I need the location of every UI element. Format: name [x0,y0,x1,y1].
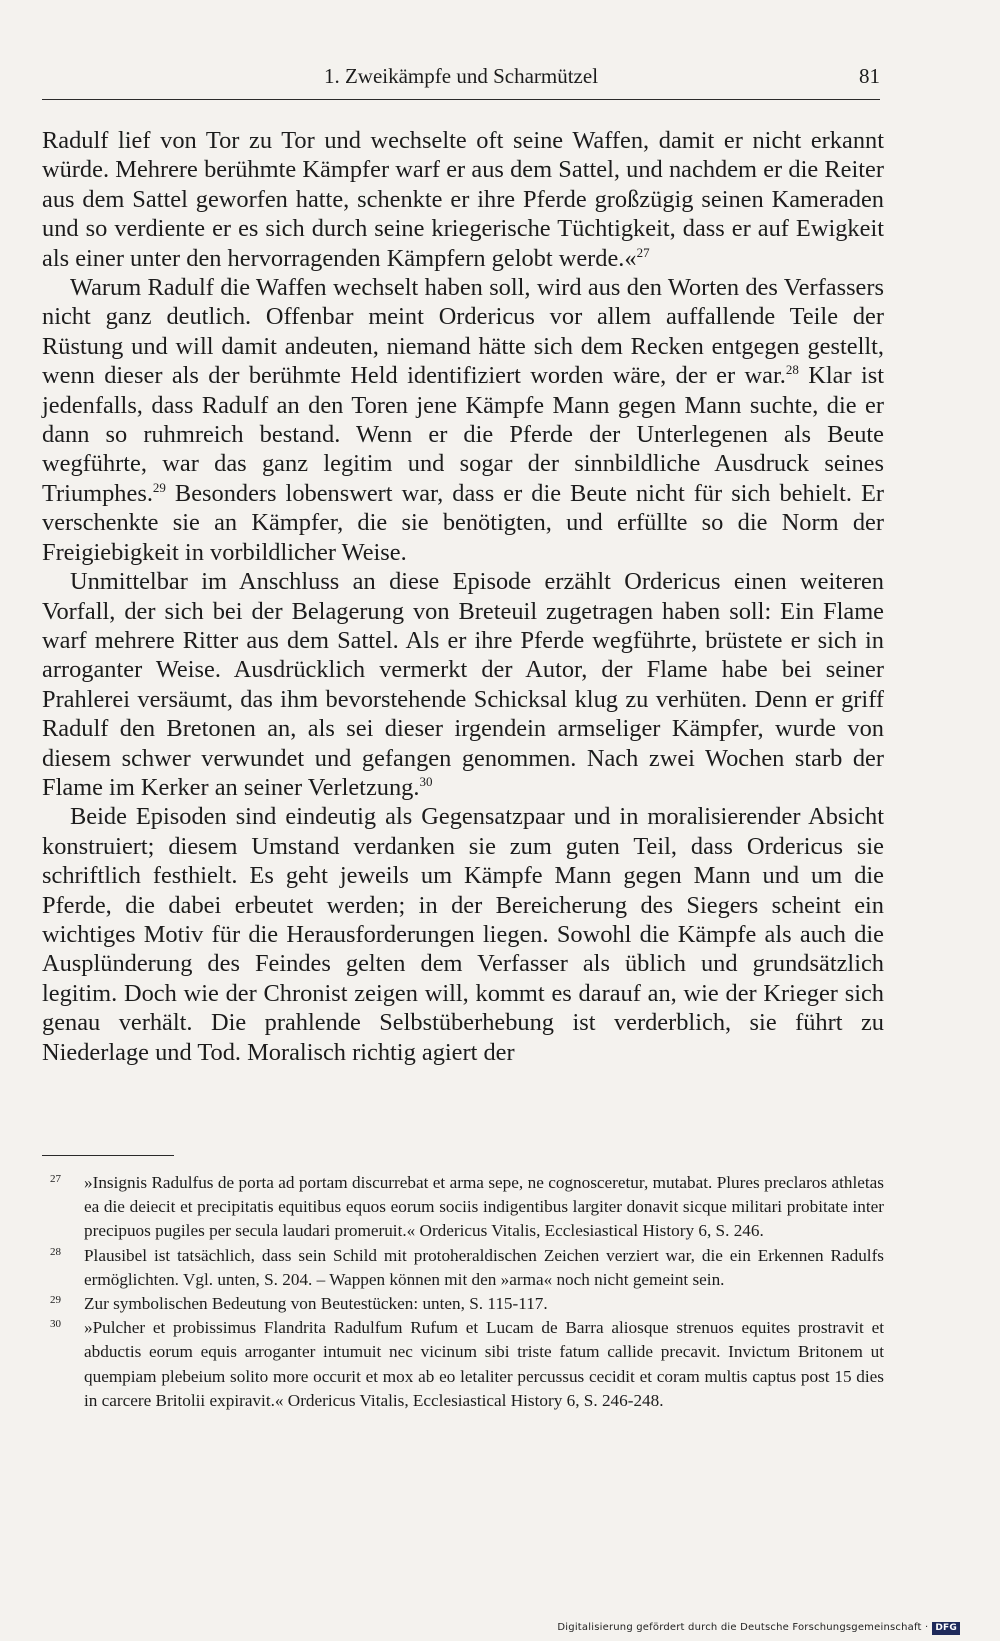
footnote-text: Plausibel ist tatsächlich, dass sein Schild mit protoheraldischen Zeichen verziert war, die ein Erkennen Radulfs ermöglichten. Vgl. unten, S. 204. – Wappen können mit den »arma« noch nicht gemeint sein. [84,1245,884,1289]
header-rule [42,99,880,100]
footnote-number: 28 [50,1245,61,1258]
paragraph-4-text: Beide Episoden sind eindeutig als Gegensatzpaar und in moralisierender Absicht konstruiert; diesem Umstand verdanken sie zum guten Teil, dass Ordericus sie schriftlich festhielt. Es geht jeweils um Kämpfe Mann gegen Mann und um die Pferde, die dabei erbeutet werden; in der Bereicherung des Siegers scheint ein wichtiges Motiv für die Herausforderungen liegen. Sowohl die Kämpfe als auch die Ausplünderung des Feindes gelten dem Verfasser als üblich und grundsätzlich legitim. Doch wie der Chronist zeigen will, kommt es darauf an, wie der Krieger sich genau verhält. Die prahlende Selbstüberhebung ist verderblich, sie führt zu Niederlage und Tod. Moralisch richtig agiert der [42,803,884,1066]
paragraph-2-text-b: Klar ist jedenfalls, dass Radulf an den Toren jene Kämpfe Mann gegen Mann suchte, die er dann so ruhmreich bestand. Wenn er die Pferde der Unterlegenen als Beute wegführte, war das ganz legitim und sogar der sinnbildliche Ausdruck seines Triumphes. [42,362,884,507]
footnote-text: Zur symbolischen Bedeutung von Beutestücken: unten, S. 115-117. [84,1294,548,1314]
paragraph-3-text: Unmittelbar im Anschluss an diese Episode erzählt Ordericus einen weiteren Vorfall, der sich bei der Belagerung von Breteuil zugetragen haben soll: Ein Flame warf mehrere Ritter aus dem Sattel. Als er ihre Pferde wegführte, brüstete er sich in arroganter Weise. Ausdrücklich vermerkt der Autor, der Flame habe bei seiner Prahlerei versäumt, das ihm bevorstehende Schicksal klug zu verhüten. Denn er griff Radulf den Bretonen an, als sei dieser irgendein armseliger Kämpfer, wurde von diesem schwer verwundet und gefangen genommen. Nach zwei Wochen starb der Flame im Kerker an seiner Verletzung. [42,568,884,801]
footnote-ref-27[interactable]: 27 [636,244,650,260]
footnote-29 [42,1292,884,1316]
paragraph-1 [42,126,884,273]
paragraph-2 [42,273,884,567]
footnote-ref-30[interactable]: 30 [419,773,433,789]
footnote-rule [42,1155,174,1156]
page-number: 81 [859,64,880,88]
digitization-credit [557,1621,960,1635]
paragraph-4 [42,802,884,1067]
footnote-text: »Insignis Radulfus de porta ad portam discurrebat et arma sepe, ne cognosceretur, mutabat. Plures preclaros athletas ea die deiecit et precipitatis equitibus equos eorum sociis indigentibus largiter donavit sicque militari probitate inter precipuos pugiles per secula laudari promeruit.« Ordericus Vitalis, Ecclesiastical History 6, S. 246. [84,1173,884,1241]
footnote-27 [42,1171,884,1244]
footnote-number: 29 [50,1294,61,1307]
paragraph-2-text-a: Warum Radulf die Waffen wechselt haben soll, wird aus den Worten des Verfassers nicht ganz deutlich. Offenbar meint Ordericus vor allem auffallende Teile der Rüstung und will damit andeuten, niemand hätte sich dem Recken entgegen gestellt, wenn dieser als der berühmte Held identifiziert worden wäre, der er war. [42,274,884,390]
credit-text: Digitalisierung gefördert durch die Deutsche Forschungsgemeinschaft · [557,1622,929,1633]
footnote-number: 30 [50,1318,61,1331]
running-header [42,62,880,102]
footnote-ref-29[interactable]: 29 [152,479,166,495]
footnote-30 [42,1316,884,1413]
dfg-logo-icon: DFG [932,1622,960,1635]
footnote-text: »Pulcher et probissimus Flandrita Radulfum Rufum et Lucam de Barra aliosque strenuos equites prostravit et abductis eorum equis arroganter intumuit nec vicinum sibi triste fatum callide precavit. Invictum Britonem ut quempiam plebeium solito more occurit et mox ab eo letaliter percussus cecidit et coram multis captus post 15 dies in carcere Britolii expiravit.« Ordericus Vitalis, Ecclesiastical History 6, S. 246-248. [84,1318,884,1410]
footnote-28 [42,1244,884,1292]
paragraph-1-text: Radulf lief von Tor zu Tor und wechselte oft seine Waffen, damit er nicht erkannt würde. Mehrere berühmte Kämpfer warf er aus dem Sattel, und nachdem er die Reiter aus dem Sattel geworfen hatte, schenkte er ihre Pferde großzügig seinen Kameraden und so verdiente er es sich durch seine kriegerische Tüchtigkeit, dass er auf Ewigkeit als einer unter den hervorragenden Kämpfern gelobt werde.« [42,127,884,272]
footnote-number: 27 [50,1173,61,1185]
running-title: 1. Zweikämpfe und Scharmützel [323,64,599,88]
footnote-ref-28[interactable]: 28 [785,362,799,378]
paragraph-2-text-c: Besonders lobenswert war, dass er die Beute nicht für sich behielt. Er verschenkte sie an Kämpfer, die sie benötigten, und erfüllte so die Norm der Freigiebigkeit in vorbildlicher Weise. [42,479,884,566]
paragraph-3 [42,567,884,802]
main-text [42,126,884,1067]
footnotes [42,1171,884,1413]
